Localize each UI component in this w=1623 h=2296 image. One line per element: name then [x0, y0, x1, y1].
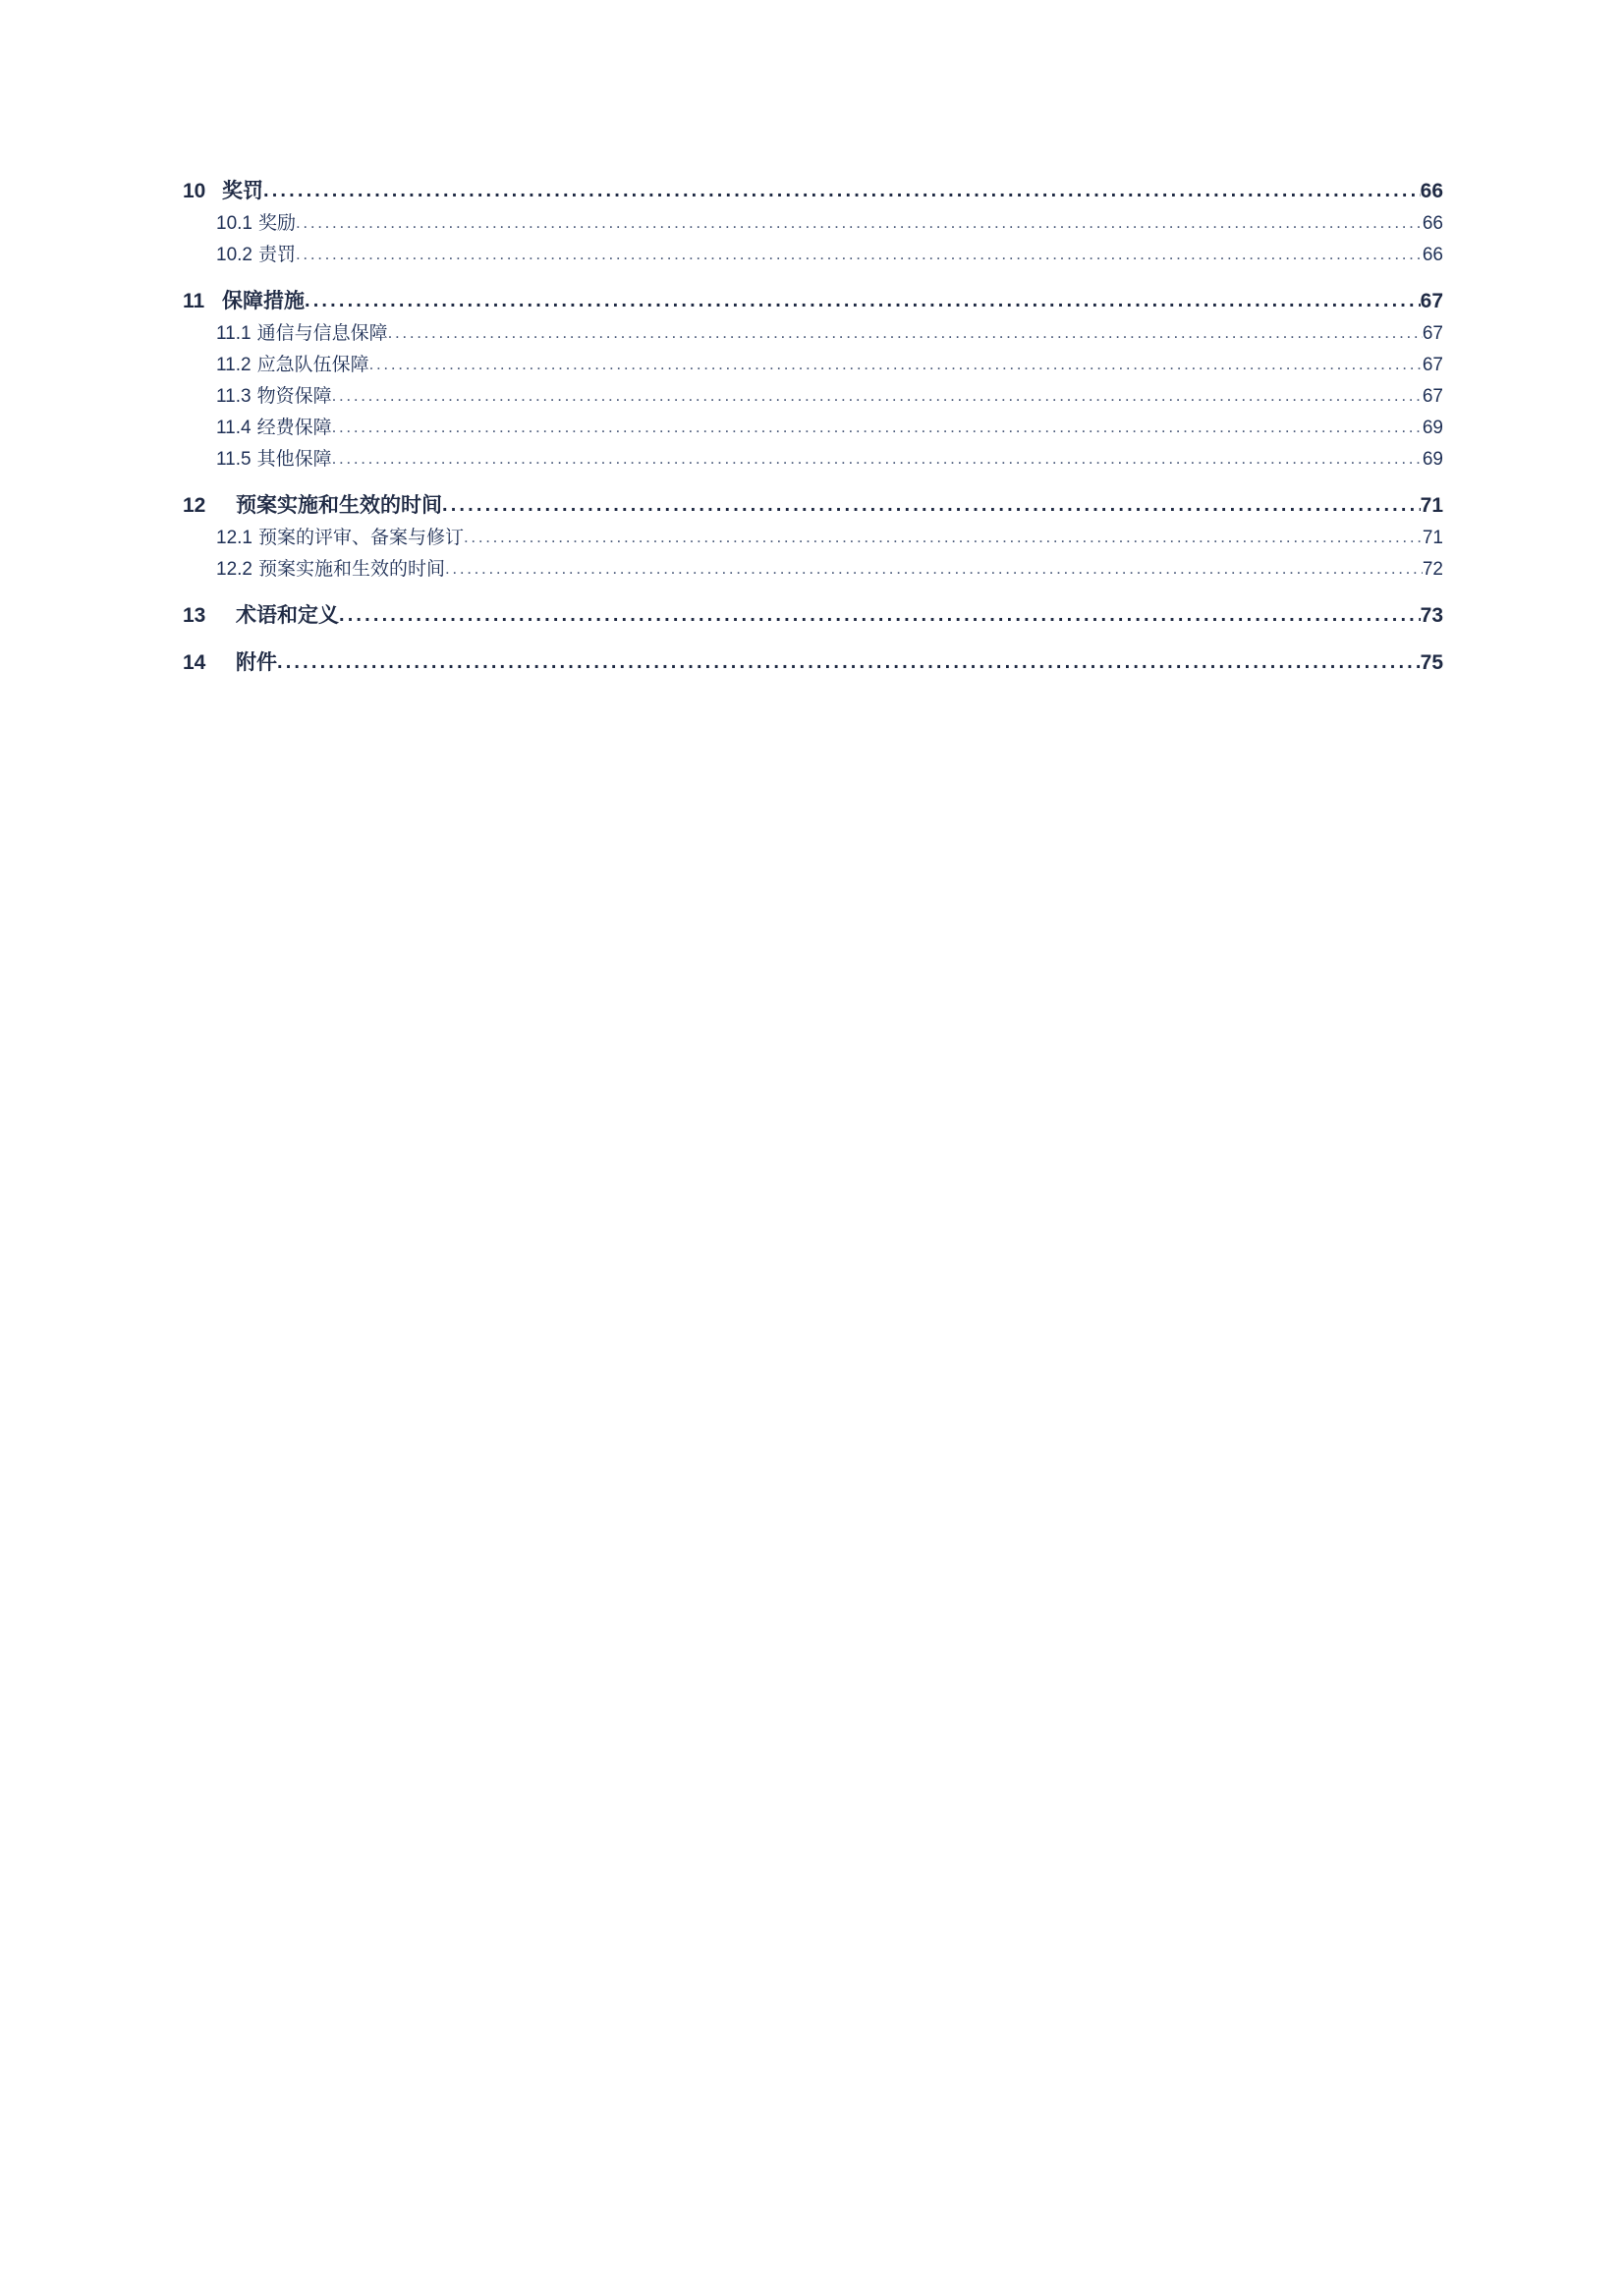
toc-leader-dots	[296, 249, 1423, 267]
toc-leader-dots	[332, 390, 1423, 409]
toc-entry-number: 12.1 预案的评审、备案与修订	[216, 528, 464, 548]
toc-leader-dots	[445, 563, 1423, 582]
table-of-contents	[183, 179, 1443, 676]
toc-entry-number: 11.5 其他保障	[216, 449, 332, 470]
toc-entry-number: 14 附件	[183, 651, 277, 674]
toc-leader-dots	[464, 532, 1423, 550]
toc-leader-dots	[296, 217, 1423, 236]
toc-leader-dots	[277, 655, 1421, 676]
toc-page-number: 66	[1420, 180, 1443, 202]
toc-entry-11-4[interactable]	[183, 417, 1443, 440]
toc-entry-12-2[interactable]	[183, 558, 1443, 582]
toc-leader-dots	[369, 359, 1423, 377]
toc-entry-11-3[interactable]	[183, 385, 1443, 409]
toc-page-number: 66	[1422, 245, 1443, 265]
toc-entry-number: 11 保障措施	[183, 290, 305, 312]
toc-leader-dots	[332, 453, 1423, 472]
toc-entry-10[interactable]	[183, 179, 1443, 204]
toc-page-number: 67	[1422, 386, 1443, 407]
toc-entry-number: 10.1 奖励	[216, 213, 296, 234]
toc-entry-number: 10.2 责罚	[216, 245, 296, 265]
toc-entry-number: 11.1 通信与信息保障	[216, 323, 388, 344]
toc-entry-number: 11.4 经费保障	[216, 418, 332, 438]
toc-entry-number: 11.2 应急队伍保障	[216, 355, 369, 375]
toc-entry-14[interactable]	[183, 650, 1443, 676]
toc-leader-dots	[339, 608, 1421, 629]
toc-entry-number: 11.3 物资保障	[216, 386, 332, 407]
toc-leader-dots	[388, 327, 1423, 346]
toc-page-number: 72	[1422, 559, 1443, 580]
toc-page-number: 67	[1420, 290, 1443, 312]
toc-entry-11[interactable]	[183, 289, 1443, 314]
toc-entry-11-2[interactable]	[183, 354, 1443, 377]
toc-entry-12-1[interactable]	[183, 527, 1443, 550]
toc-entry-12[interactable]	[183, 493, 1443, 519]
toc-leader-dots	[442, 498, 1421, 519]
toc-entry-number: 12.2 预案实施和生效的时间	[216, 559, 445, 580]
toc-page-number: 66	[1422, 213, 1443, 234]
toc-leader-dots	[332, 421, 1423, 440]
toc-entry-number: 10 奖罚	[183, 180, 263, 202]
toc-page-number: 73	[1420, 604, 1443, 627]
toc-entry-10-1[interactable]	[183, 212, 1443, 236]
toc-page-number: 69	[1422, 449, 1443, 470]
toc-leader-dots	[305, 294, 1421, 314]
toc-entry-number: 12 预案实施和生效的时间	[183, 494, 442, 517]
toc-entry-11-1[interactable]	[183, 322, 1443, 346]
toc-entry-13[interactable]	[183, 603, 1443, 629]
toc-page-number: 71	[1420, 494, 1443, 517]
toc-entry-number: 13 术语和定义	[183, 604, 339, 627]
toc-leader-dots	[263, 184, 1421, 204]
toc-page-number: 67	[1422, 323, 1443, 344]
toc-page-number: 75	[1420, 651, 1443, 674]
toc-page-number: 69	[1422, 418, 1443, 438]
toc-entry-11-5[interactable]	[183, 448, 1443, 472]
toc-page-number: 71	[1422, 528, 1443, 548]
toc-entry-10-2[interactable]	[183, 244, 1443, 267]
toc-page-number: 67	[1422, 355, 1443, 375]
